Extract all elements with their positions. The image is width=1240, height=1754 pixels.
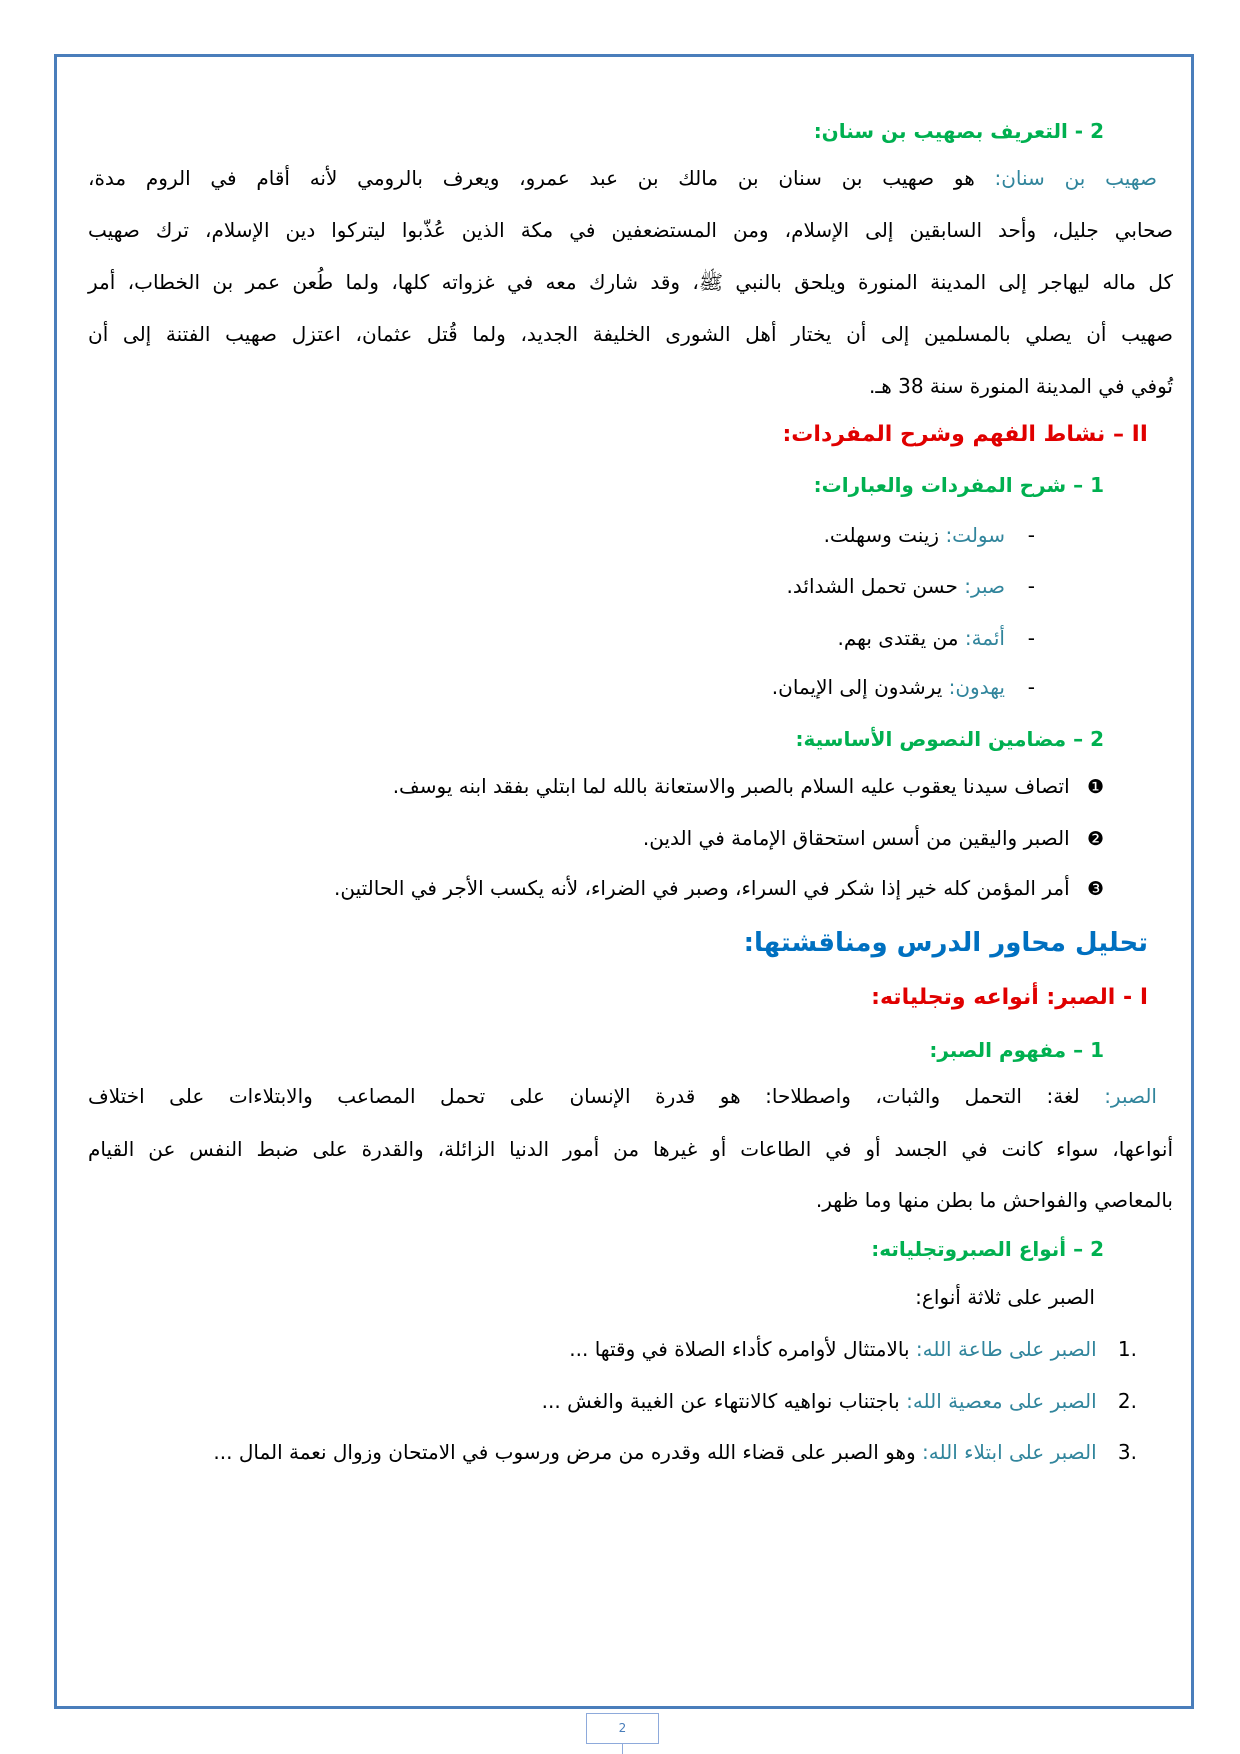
- type-item: [88, 1327, 1173, 1371]
- section-heading-patience: I - الصبر: أنواعه وتجلياته:: [871, 985, 1148, 1010]
- vocab-definition: زينت وسهلت.: [823, 523, 946, 547]
- vocab-term: صبر:: [964, 574, 1005, 598]
- subheading-concept: 1 – مفهوم الصبر:: [929, 1038, 1104, 1062]
- paragraph-text: لغة: التحمل والثبات، واصطلاحا: هو قدرة الإنسان على تحمل المصاعب والابتلاءات على اختلاف: [88, 1084, 1105, 1108]
- paragraph-line: صحابي جليل، وأحد السابقين إلى الإسلام، ومن المستضعفين في مكة الذين عُذّبوا ليتركوا دين الإسلام، ترك صهيب: [88, 218, 1173, 242]
- paragraph-line: صهيب أن يصلي بالمسلمين إلى أن يختار أهل الشورى الخليفة الجديد، ولما قُتل عثمان، اعتزل صهيب الفتنة إلى أن: [88, 322, 1173, 346]
- term-label: الصبر:: [1104, 1084, 1157, 1108]
- vocab-term: يهدون:: [948, 675, 1005, 699]
- subheading-themes: 2 – مضامين النصوص الأساسية:: [795, 727, 1104, 751]
- page-number: 2: [586, 1713, 659, 1744]
- paragraph-line: أنواعها، سواء كانت في الجسد أو في الطاعات أو غيرها من أمور الدنيا الزائلة، والقدرة على ضبط النفس عن القيام: [88, 1137, 1173, 1161]
- paragraph-line: بالمعاصي والفواحش ما بطن منها وما ظهر.: [815, 1188, 1173, 1212]
- type-text: باجتناب نواهيه كالانتهاء عن الغيبة والغش ...: [541, 1389, 907, 1413]
- vocab-item: [88, 513, 1173, 557]
- paragraph-line: [88, 1074, 1173, 1118]
- circled-number-icon: ❶: [1086, 776, 1104, 798]
- term-label: صهيب بن سنان:: [994, 166, 1157, 190]
- theme-text: أمر المؤمن كله خير إذا شكر في السراء، وصبر في الضراء، لأنه يكسب الأجر في الحالتين.: [333, 876, 1070, 900]
- types-intro: الصبر على ثلاثة أنواع:: [915, 1285, 1095, 1309]
- paragraph-line: كل ماله ليهاجر إلى المدينة المنورة ويلحق بالنبي ﷺ، وقد شارك معه في غزواته كلها، ولما طُعن عمر بن الخطاب، أمر: [88, 270, 1173, 294]
- theme-text: الصبر واليقين من أسس استحقاق الإمامة في الدين.: [642, 826, 1070, 850]
- vocab-definition: من يقتدى بهم.: [837, 626, 965, 650]
- subheading-vocab: 1 – شرح المفردات والعبارات:: [813, 473, 1104, 497]
- circled-number-icon: ❸: [1086, 878, 1104, 900]
- type-term: الصبر على ابتلاء الله:: [922, 1440, 1097, 1464]
- type-text: وهو الصبر على قضاء الله وقدره من مرض ورسوب في الامتحان وزوال نعمة المال ...: [213, 1440, 923, 1464]
- list-number: 3.: [1117, 1440, 1137, 1464]
- theme-item: [88, 866, 1173, 910]
- paragraph-line: تُوفي في المدينة المنورة سنة 38 هـ.: [869, 374, 1173, 398]
- vocab-term: أئمة:: [964, 626, 1005, 650]
- section-heading-comprehension: II – نشاط الفهم وشرح المفردات:: [782, 422, 1148, 447]
- type-item: [88, 1430, 1173, 1474]
- list-number: 1.: [1117, 1337, 1137, 1361]
- subheading-types: 2 – أنواع الصبروتجلياته:: [871, 1237, 1104, 1261]
- dash-bullet: -: [1027, 523, 1035, 547]
- type-term: الصبر على معصية الله:: [906, 1389, 1097, 1413]
- circled-number-icon: ❷: [1086, 828, 1104, 850]
- paragraph-text: هو صهيب بن سنان بن مالك بن عبد عمرو، ويعرف بالرومي لأنه أقام في الروم مدة،: [88, 166, 995, 190]
- paragraph-line: [88, 156, 1173, 200]
- list-number: 2.: [1117, 1389, 1137, 1413]
- vocab-item: [88, 665, 1173, 709]
- dash-bullet: -: [1027, 626, 1035, 650]
- dash-bullet: -: [1027, 574, 1035, 598]
- type-item: [88, 1379, 1173, 1423]
- section-heading-analysis: تحليل محاور الدرس ومناقشتها:: [743, 928, 1148, 958]
- type-term: الصبر على طاعة الله:: [915, 1337, 1097, 1361]
- type-text: بالامتثال لأوامره كأداء الصلاة في وقتها ...: [569, 1337, 916, 1361]
- dash-bullet: -: [1027, 675, 1035, 699]
- vocab-definition: حسن تحمل الشدائد.: [786, 574, 965, 598]
- section-heading-intro: 2 - التعريف بصهيب بن سنان:: [813, 119, 1104, 143]
- theme-text: اتصاف سيدنا يعقوب عليه السلام بالصبر والاستعانة بالله لما ابتلي بفقد ابنه يوسف.: [392, 774, 1070, 798]
- theme-item: [88, 764, 1173, 808]
- vocab-definition: يرشدون إلى الإيمان.: [771, 675, 949, 699]
- vocab-item: [88, 564, 1173, 608]
- vocab-term: سولت:: [945, 523, 1005, 547]
- page-number-connector: [622, 1744, 623, 1754]
- vocab-item: [88, 616, 1173, 660]
- theme-item: [88, 816, 1173, 860]
